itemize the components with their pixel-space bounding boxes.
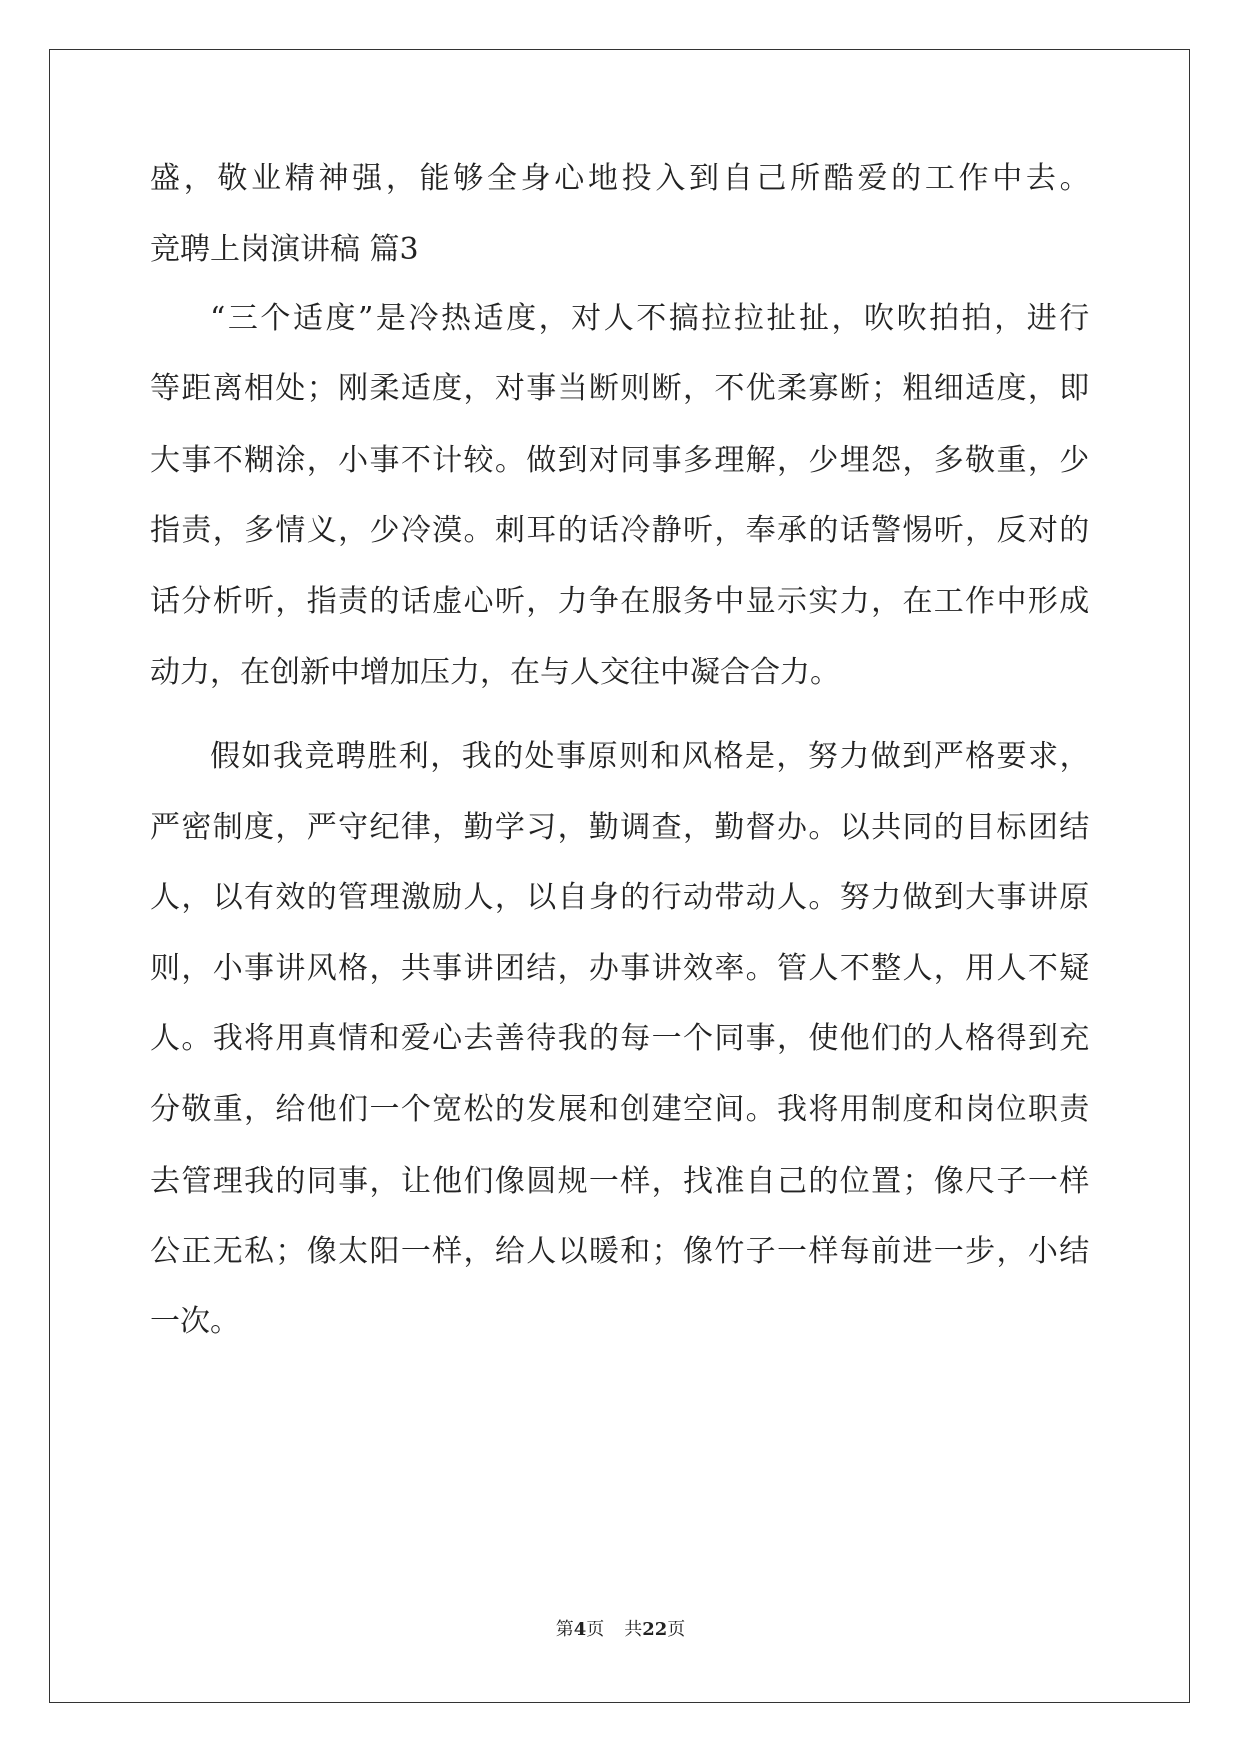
page-footer bbox=[0, 1615, 1241, 1641]
total-suffix: 页 bbox=[667, 1619, 686, 1640]
text-line: 动力，在创新中增加压力，在与人交往中凝合合力。 bbox=[150, 655, 840, 690]
section-heading: 竞聘上岗演讲稿 篇3 bbox=[150, 232, 419, 267]
page-number: 4 bbox=[573, 1619, 587, 1640]
text-line: 公正无私；像太阳一样，给人以暖和；像竹子一样每前进一步，小结 bbox=[150, 1234, 1091, 1269]
text-line: 假如我竞聘胜利，我的处事原则和风格是，努力做到严格要求， bbox=[210, 739, 1092, 774]
text-line: 则，小事讲风格，共事讲团结，办事讲效率。管人不整人，用人不疑 bbox=[150, 951, 1091, 986]
total-pages: 22 bbox=[642, 1619, 668, 1640]
text-line: 一次。 bbox=[150, 1304, 240, 1339]
text-line: 等距离相处；刚柔适度，对事当断则断，不优柔寡断；粗细适度，即 bbox=[150, 371, 1091, 406]
text-line: 人。我将用真情和爱心去善待我的每一个同事，使他们的人格得到充 bbox=[150, 1021, 1091, 1056]
text-line: “三个适度”是冷热适度，对人不搞拉拉扯扯，吹吹拍拍，进行 bbox=[210, 301, 1092, 336]
text-line: 去管理我的同事，让他们像圆规一样，找准自己的位置；像尺子一样 bbox=[150, 1164, 1091, 1199]
text-line: 盛，敬业精神强，能够全身心地投入到自己所酷爱的工作中去。 bbox=[150, 161, 1094, 196]
text-line: 分敬重，给他们一个宽松的发展和创建空间。我将用制度和岗位职责 bbox=[150, 1092, 1091, 1127]
page-prefix: 第 bbox=[555, 1619, 574, 1640]
total-prefix: 共 bbox=[624, 1619, 643, 1640]
text-line: 指责，多情义，少冷漠。刺耳的话冷静听，奉承的话警惕听，反对的 bbox=[150, 513, 1091, 548]
page-suffix: 页 bbox=[586, 1619, 605, 1640]
text-line: 严密制度，严守纪律，勤学习，勤调查，勤督办。以共同的目标团结 bbox=[150, 810, 1091, 845]
text-line: 话分析听，指责的话虚心听，力争在服务中显示实力，在工作中形成 bbox=[150, 584, 1091, 619]
text-line: 人，以有效的管理激励人，以自身的行动带动人。努力做到大事讲原 bbox=[150, 880, 1091, 915]
text-line: 大事不糊涂，小事不计较。做到对同事多理解，少埋怨，多敬重，少 bbox=[150, 443, 1091, 478]
